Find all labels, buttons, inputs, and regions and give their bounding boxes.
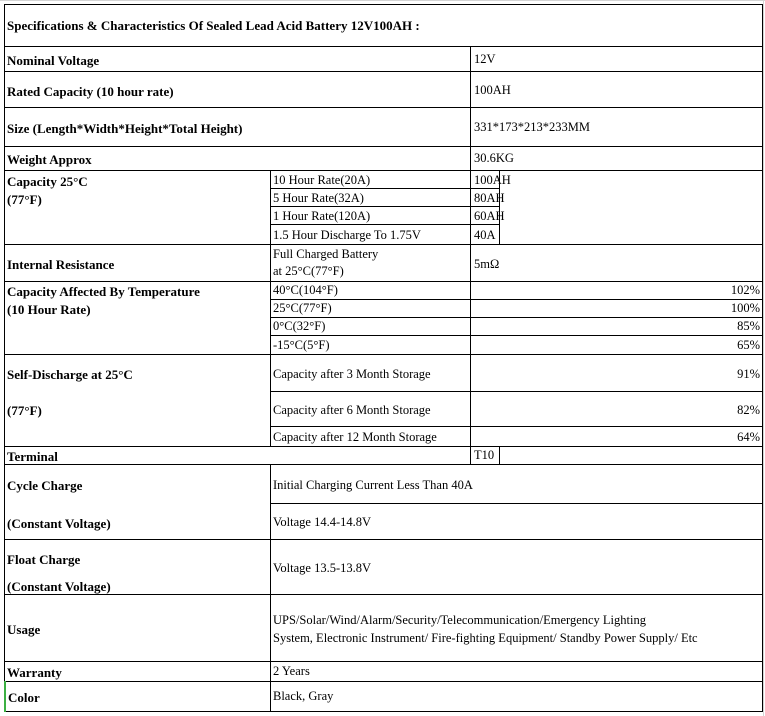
capacity-25c-label-f: (77°F): [7, 192, 42, 207]
temperature-condition: 0°C(32°F): [273, 319, 326, 333]
self-discharge-storage: Capacity after 6 Month Storage: [273, 403, 431, 417]
terminal-label: Terminal: [7, 449, 58, 464]
internal-resistance-label: Internal Resistance: [7, 257, 115, 272]
color-label[interactable]: Color: [8, 690, 40, 705]
border-line: [270, 426, 763, 427]
capacity-value: 40A: [474, 228, 496, 242]
temperature-capacity-value: 85%: [737, 319, 760, 333]
border-line: [470, 446, 471, 465]
self-discharge-label-f: (77°F): [7, 403, 42, 418]
border-line: [4, 594, 763, 595]
self-discharge-value: 64%: [737, 430, 760, 444]
border-line: [4, 661, 763, 662]
border-line: [270, 335, 763, 336]
size-value: 331*173*213*233MM: [474, 120, 590, 134]
border-line: [270, 503, 763, 504]
temperature-condition: 25°C(77°F): [273, 301, 332, 315]
size-label: Size (Length*Width*Height*Total Height): [7, 121, 243, 136]
border-line: [4, 107, 763, 108]
border-line: [470, 281, 471, 447]
float-charge-label: Float Charge: [7, 552, 81, 567]
rated-capacity-label: Rated Capacity (10 hour rate): [7, 84, 174, 99]
self-discharge-storage: Capacity after 12 Month Storage: [273, 430, 437, 444]
rated-capacity-value: 100AH: [474, 83, 511, 97]
color-value: Black, Gray: [273, 689, 334, 703]
border-line: [4, 681, 763, 682]
cycle-charge-current: Initial Charging Current Less Than 40A: [273, 478, 473, 492]
temperature-condition: 40°C(104°F): [273, 283, 338, 297]
border-line: [4, 464, 763, 465]
nominal-voltage-label: Nominal Voltage: [7, 53, 100, 68]
warranty-value: 2 Years: [273, 664, 310, 678]
capacity-value: 60AH: [474, 209, 505, 223]
border-line: [270, 224, 500, 225]
self-discharge-storage: Capacity after 3 Month Storage: [273, 367, 431, 381]
temperature-capacity-value: 102%: [730, 283, 760, 297]
temperature-label-rate: (10 Hour Rate): [7, 302, 91, 317]
border-line: [270, 170, 271, 282]
internal-resistance-temperature: at 25°C(77°F): [273, 264, 344, 278]
selection-marker: [4, 681, 6, 712]
weight-value: 30.6KG: [474, 151, 514, 165]
warranty-label: Warranty: [7, 665, 62, 680]
border-line: [470, 46, 471, 171]
terminal-value: T10: [474, 448, 495, 462]
usage-label: Usage: [7, 622, 41, 637]
border-line: [4, 539, 763, 540]
border-line: [270, 281, 271, 447]
border-line: [762, 4, 763, 712]
border-line: [4, 354, 763, 355]
border-line: [4, 71, 763, 72]
border-line: [270, 391, 763, 392]
border-line: [270, 206, 500, 207]
border-line: [4, 146, 763, 147]
internal-resistance-condition: Full Charged Battery: [273, 247, 379, 261]
self-discharge-label: Self-Discharge at 25°C: [7, 367, 133, 382]
capacity-rate: 1 Hour Rate(120A): [273, 209, 371, 223]
capacity-rate: 1.5 Hour Discharge To 1.75V: [273, 228, 421, 242]
temperature-condition: -15°C(5°F): [273, 338, 330, 352]
capacity-value: 100AH: [474, 173, 511, 187]
capacity-value: 80AH: [474, 191, 505, 205]
nominal-voltage-value: 12V: [474, 52, 496, 66]
cycle-charge-voltage: Voltage 14.4-14.8V: [273, 515, 372, 529]
page-title: Specifications & Characteristics Of Sealed Lead Acid Battery 12V100AH :: [7, 18, 420, 33]
border-line: [4, 446, 763, 447]
self-discharge-value: 91%: [737, 367, 760, 381]
capacity-rate: 10 Hour Rate(20A): [273, 173, 371, 187]
self-discharge-value: 82%: [737, 403, 760, 417]
temperature-label: Capacity Affected By Temperature: [7, 284, 200, 299]
border-line: [470, 170, 471, 282]
temperature-capacity-value: 65%: [737, 338, 760, 352]
capacity-25c-label: Capacity 25°C: [7, 174, 88, 189]
capacity-rate: 5 Hour Rate(32A): [273, 191, 364, 205]
border-line: [4, 244, 763, 245]
usage-value-continued: System, Electronic Instrument/ Fire-fighting Equipment/ Standby Power Supply/ Etc: [273, 631, 698, 645]
cycle-charge-label: Cycle Charge: [7, 478, 83, 493]
internal-resistance-value: 5mΩ: [474, 257, 500, 271]
border-line: [4, 4, 763, 5]
border-line: [4, 711, 763, 712]
border-line: [270, 188, 500, 189]
float-charge-mode: (Constant Voltage): [7, 579, 111, 594]
border-line: [4, 4, 5, 712]
gridline: [763, 0, 764, 716]
temperature-capacity-value: 100%: [730, 301, 760, 315]
border-line: [4, 170, 763, 171]
weight-label: Weight Approx: [7, 152, 92, 167]
gridline: [0, 0, 765, 1]
border-line: [499, 446, 500, 465]
cycle-charge-mode: (Constant Voltage): [7, 516, 111, 531]
border-line: [270, 464, 271, 712]
usage-value: UPS/Solar/Wind/Alarm/Security/Telecommunication/Emergency Lighting: [273, 613, 646, 627]
float-charge-voltage: Voltage 13.5-13.8V: [273, 561, 372, 575]
border-line: [4, 46, 763, 47]
